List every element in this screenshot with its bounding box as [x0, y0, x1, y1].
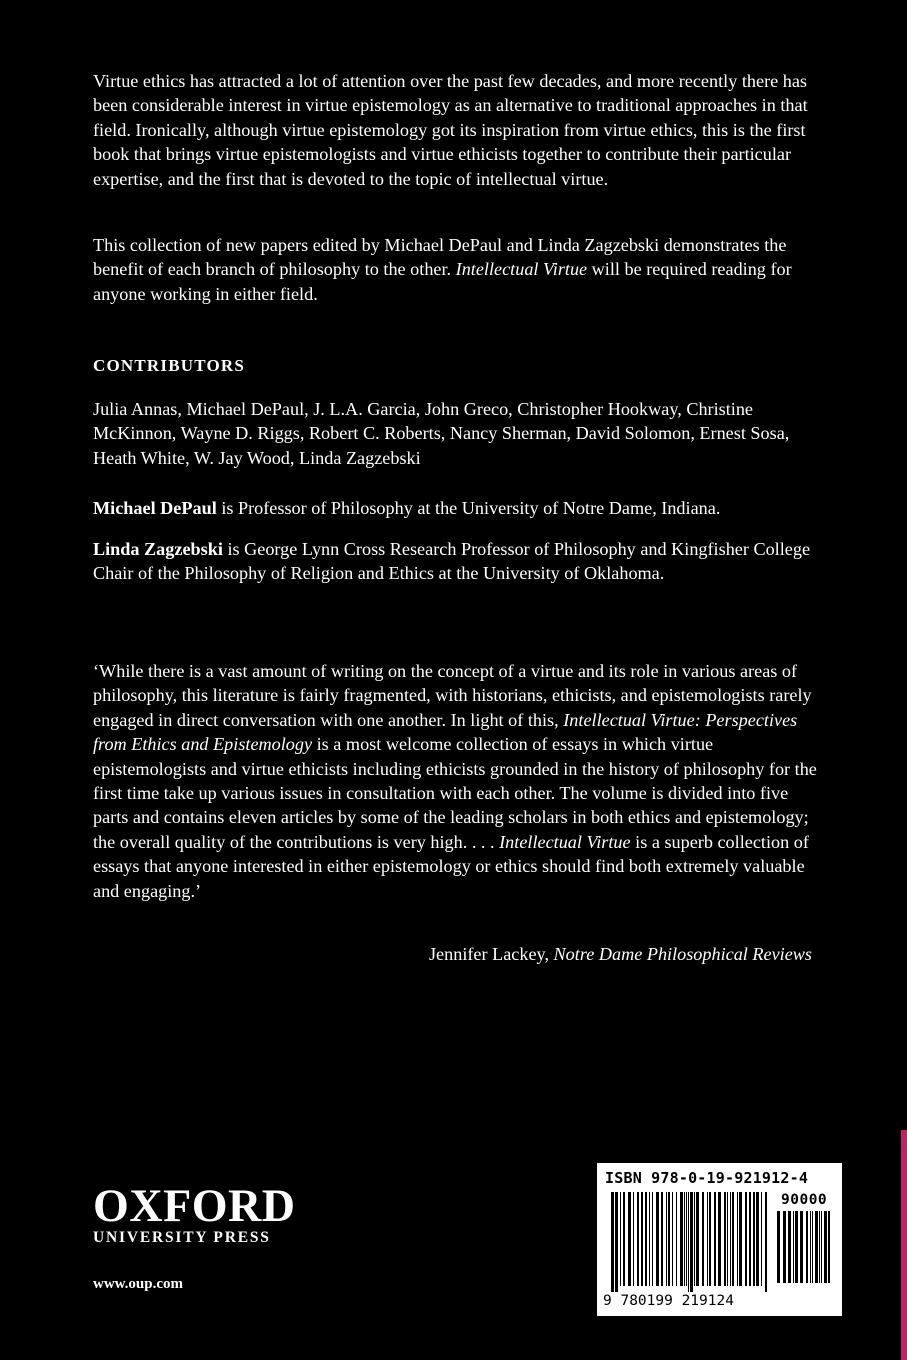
barcode-bar	[753, 1192, 755, 1286]
review-quote	[93, 659, 823, 903]
review-text-3: is a superb collection of essays that anyone interested in either epistemology or ethics should find both extremely valuable and engaging.’	[93, 831, 809, 901]
barcode-bar	[641, 1192, 643, 1286]
editor-bio-zagzebski	[93, 537, 823, 586]
barcode-bar	[661, 1192, 663, 1286]
barcode-bar	[676, 1192, 677, 1286]
publisher-url[interactable]: www.oup.com	[93, 1276, 184, 1292]
barcode-bar	[724, 1192, 726, 1286]
barcode-bar	[633, 1192, 634, 1286]
barcode-bar	[649, 1192, 650, 1286]
barcode-bar	[702, 1192, 704, 1286]
barcode-bar	[714, 1192, 716, 1286]
barcode-bar	[637, 1192, 639, 1286]
isbn-label: ISBN 978-0-19-921912-4	[605, 1169, 809, 1187]
contributors-heading: CONTRIBUTORS	[93, 356, 246, 375]
barcode-bar	[745, 1192, 747, 1286]
barcode-bar	[707, 1192, 708, 1286]
review-book-title-short: Intellectual Virtue	[499, 831, 631, 852]
barcode-bar	[800, 1211, 803, 1283]
barcode-bar	[690, 1192, 693, 1292]
barcode-bar	[645, 1192, 647, 1286]
editor-bio-depaul-text: is Professor of Philosophy at the University of Notre Dame, Indiana.	[216, 498, 721, 518]
barcode-bar	[821, 1211, 822, 1283]
review-book-title: Intellectual Virtue: Perspectives from Ethics and Epistemology	[93, 709, 798, 755]
barcode-bar	[684, 1192, 685, 1286]
barcode-bar	[777, 1211, 780, 1283]
barcode-bar	[793, 1211, 794, 1283]
barcode-bar	[749, 1192, 751, 1286]
barcode-bar	[806, 1211, 808, 1283]
review-attribution	[429, 942, 812, 966]
barcode-bar	[795, 1211, 798, 1283]
review-source: Notre Dame Philosophical Reviews	[553, 944, 812, 964]
barcode-bar	[737, 1192, 738, 1286]
barcode-bar	[828, 1211, 830, 1283]
blurb-paragraph-2	[93, 233, 823, 306]
ean-digits: 9 780199 219124	[603, 1293, 734, 1309]
barcode-bar	[810, 1211, 811, 1283]
university-press-wordmark: UNIVERSITY PRESS	[93, 1229, 271, 1246]
barcode-bar	[666, 1192, 667, 1286]
barcode-bar	[812, 1211, 813, 1283]
addon-barcode	[777, 1211, 833, 1291]
barcode-bar	[623, 1192, 625, 1286]
barcode-bar	[788, 1211, 791, 1283]
editor-name-depaul: Michael DePaul	[93, 498, 217, 518]
spine-edge-accent	[901, 1130, 907, 1360]
reviewer-name: Jennifer Lackey,	[428, 944, 554, 964]
contributors-list: Julia Annas, Michael DePaul, J. L.A. Garcia, John Greco, Christopher Hookway, Christine McKinnon, Wayne D. Riggs, Robert C. Roberts, Nancy Sherman, David Solomon, Ernest Sosa, Heath White, W. Jay Wood, Linda Zagzebski	[93, 399, 790, 468]
blurb-paragraph-2-end: will be required reading for anyone working in either field.	[93, 259, 792, 304]
barcode-bar	[620, 1192, 621, 1286]
review-text-1: ‘While there is a vast amount of writing on the concept of a virtue and its role in various areas of philosophy, this literature is fairly fragmented, with historians, ethicists, and epistemologists rarely engaged in direct conversation with one another. In light of this,	[93, 661, 812, 730]
barcode-bar	[680, 1192, 683, 1286]
barcode-bar	[756, 1192, 759, 1286]
barcode-bar	[819, 1211, 820, 1283]
barcode-bar	[730, 1192, 731, 1286]
barcode-box	[597, 1163, 842, 1316]
blurb-paragraph-2-text: This collection of new papers edited by Michael DePaul and Linda Zagzebski demonstrates the benefit of each branch of philosophy to the other.	[93, 235, 787, 280]
barcode-bar	[727, 1192, 728, 1286]
editor-bio-depaul	[93, 496, 823, 520]
price-code: 90000	[781, 1192, 828, 1208]
barcode-bar	[824, 1211, 827, 1283]
barcode-bar	[815, 1211, 818, 1283]
barcode-bar	[765, 1192, 767, 1292]
barcode-bar	[652, 1192, 653, 1286]
editor-name-zagzebski: Linda Zagzebski	[93, 539, 223, 559]
review-text-2: is a most welcome collection of essays in which virtue epistemologists and virtue ethicists including ethicists grounded in the history of philosophy for the first time take up various issues in consultation with each other. The volume is divided into five parts and contains eleven articles by some of the leading scholars in both ethics and epistemology; the overall quality of the contributions is very high. . . .	[93, 734, 817, 852]
barcode-bar	[686, 1192, 687, 1286]
barcode-bar	[739, 1192, 742, 1286]
barcode-bar	[709, 1192, 711, 1286]
ean-barcode	[611, 1192, 771, 1296]
barcode-bar	[718, 1192, 721, 1286]
editor-bio-zagzebski-text: is George Lynn Cross Research Professor of Philosophy and Kingfisher College Chair of the Philosophy of Religion and Ethics at the University of Oklahoma.	[93, 539, 811, 584]
barcode-bar	[656, 1192, 659, 1286]
barcode-bar	[668, 1192, 670, 1286]
barcode-bar	[672, 1192, 673, 1286]
publisher-logo	[93, 1180, 300, 1247]
book-title-italic: Intellectual Virtue	[455, 259, 588, 280]
barcode-bar	[611, 1192, 614, 1292]
barcode-bar	[688, 1192, 689, 1292]
barcode-bar	[732, 1192, 734, 1286]
barcode-bar	[696, 1192, 699, 1286]
barcode-bar	[783, 1211, 786, 1283]
barcode-bar	[628, 1192, 631, 1286]
barcode-bar	[694, 1192, 695, 1286]
barcode-bar	[615, 1192, 618, 1292]
barcode-bar	[761, 1192, 762, 1286]
oxford-wordmark: OXFORD	[93, 1180, 296, 1232]
blurb-paragraph-1: Virtue ethics has attracted a lot of attention over the past few decades, and more recently there has been considerable interest in virtue epistemology as an alternative to traditional approaches in that field. Ironically, although virtue epistemology got its inspiration from virtue ethics, this is the first book that brings virtue epistemologists and virtue ethicists together to contribute their particular expertise, and the first that is devoted to the topic of intellectual virtue.	[93, 71, 808, 189]
